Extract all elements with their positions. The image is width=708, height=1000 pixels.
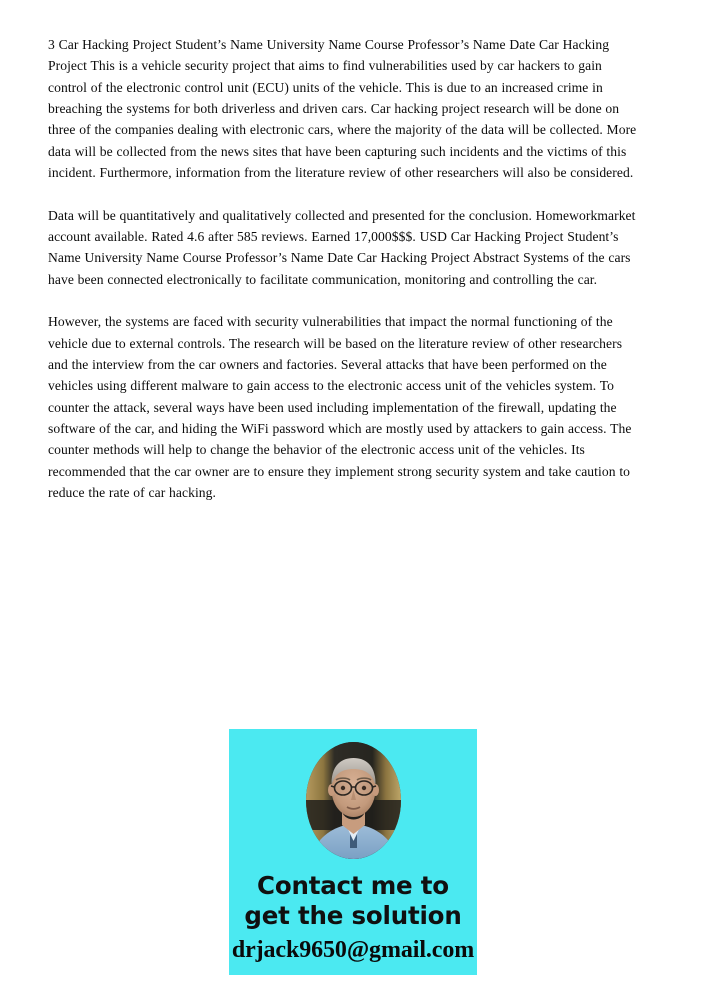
- contact-headline-line-2: get the solution: [244, 901, 462, 930]
- contact-card: [229, 729, 477, 975]
- portrait-photo-icon: [306, 742, 401, 859]
- contact-email-text[interactable]: drjack9650@gmail.com: [231, 937, 475, 963]
- paragraph-1: 3 Car Hacking Project Student’s Name University Name Course Professor’s Name Date Car Hacking Project This is a vehicle security project that aims to find vulnerabilities used by car hackers to gain control of the electronic control unit (ECU) units of the vehicle. This is due to an increased crime in breaching the systems for both driverless and driven cars. Car hacking project research will be done on three of the companies dealing with electronic cars, where the majority of the data will be collected. More data will be collected from the news sites that have been capturing such incidents and the victims of this incident. Furthermore, information from the literature review of other researchers will also be considered.: [48, 37, 637, 181]
- avatar: [306, 742, 401, 859]
- document-text-body: [48, 34, 644, 503]
- paragraph-2: Data will be quantitatively and qualitatively collected and presented for the conclusion. Homeworkmarket account available. Rated 4.6 after 585 reviews. Earned 17,000$$$. USD Car Hacking Project Student’s Name University Name Course Professor’s Name Date Car Hacking Project Abstract Systems of the cars have been connected electronically to facilitate communication, monitoring and controlling the car.: [48, 207, 636, 287]
- paragraph-3: However, the systems are faced with security vulnerabilities that impact the normal functioning of the vehicle due to external controls. The research will be based on the literature review of other researchers and the interview from the car owners and factories. Several attacks that have been performed on the vehicles using different malware to gain access to the electronic access unit of the vehicles system. To counter the attack, several ways have been used including implementation of the firewall, updating the software of the car, and hiding the WiFi password which are mostly used by attackers to gain access. The counter methods will help to change the behavior of the electronic access unit of the vehicles. Its recommended that the car owner are to ensure they implement strong security system and take caution to reduce the rate of car hacking.: [48, 314, 632, 501]
- contact-headline-line-1: Contact me to: [257, 871, 449, 900]
- contact-headline: [229, 871, 477, 964]
